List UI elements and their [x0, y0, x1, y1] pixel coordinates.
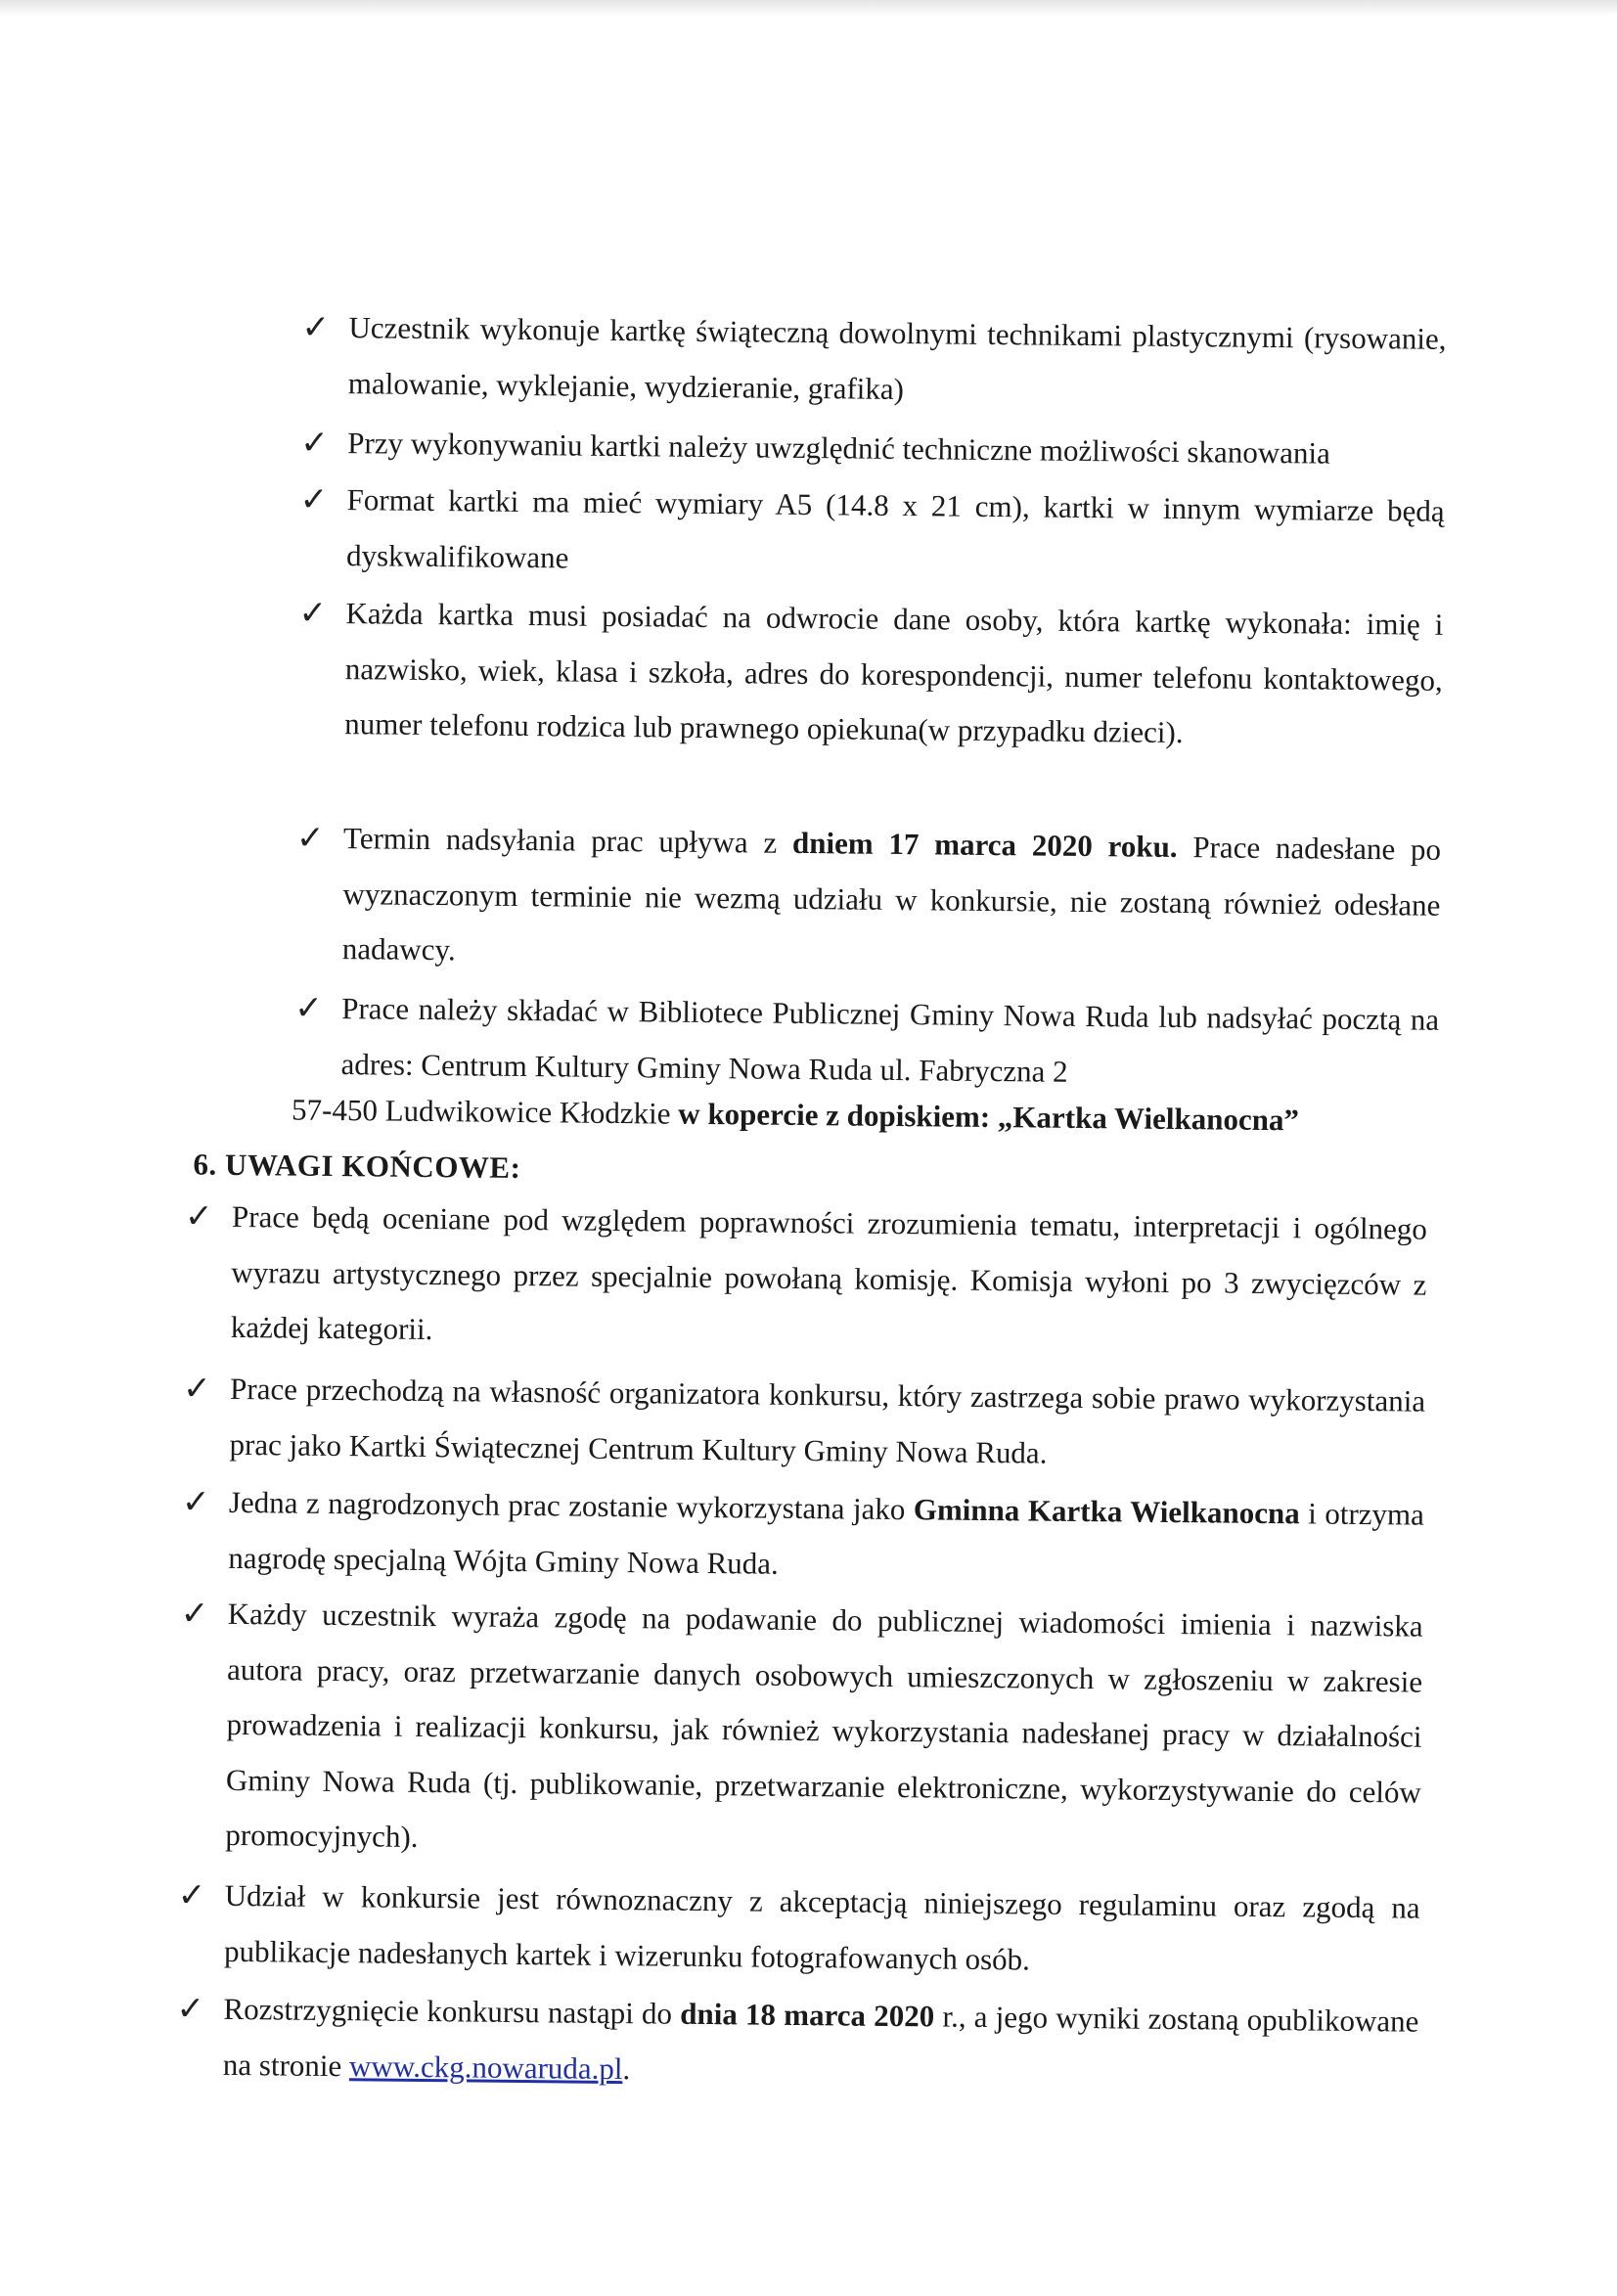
- envelope-note: w kopercie z dopiskiem: „Kartka Wielkanocna”: [678, 1096, 1300, 1138]
- rule-text: Przy wykonywaniu kartki należy uwzględnić techniczne możliwości skanowania: [347, 426, 1330, 471]
- checkmark-icon: ✓: [180, 1594, 209, 1634]
- rule-text: [223, 1982, 1419, 2105]
- award-title: Gminna Kartka Wielkanocna: [913, 1492, 1300, 1531]
- final-item-evaluation: [184, 1189, 1428, 1368]
- rule-text: Każdy uczestnik wyraża zgodę na podawanie do publicznej wiadomości imienia i nazwiska autora pracy, oraz przetwarzanie danych osobowych umieszczonych w zgłoszeniu w zakresie prowadzenia i realizacji konkursu, jak również wykorzystania nadesłanej pracy w działalności Gminy Nowa Ruda (tj. publikowanie, przetwarzanie elektroniczne, wykorzystywanie do celów promocyjnych).: [225, 1596, 1423, 1854]
- checkmark-icon: ✓: [298, 593, 328, 633]
- final-item-results: [176, 1981, 1419, 2104]
- rule-item-scanning: [300, 416, 1446, 483]
- final-item-award: [181, 1474, 1424, 1598]
- award-text-post: i otrzyma nagrodę specjalną Wójta Gminy Nowa Ruda.: [228, 1496, 1425, 1581]
- final-item-consent: [178, 1586, 1423, 1875]
- checkmark-icon: ✓: [299, 479, 329, 519]
- rule-item-back-data: [297, 586, 1444, 764]
- checkmark-icon: ✓: [295, 818, 325, 858]
- rule-item-format: [299, 473, 1445, 595]
- checkmark-icon: ✓: [181, 1482, 210, 1522]
- address-text: 57-450 Ludwikowice Kłodzkie: [291, 1092, 679, 1131]
- award-text-pre: Jedna z nagrodzonych prac zostanie wykorzystana jako: [228, 1484, 915, 1527]
- checkmark-icon: ✓: [294, 988, 323, 1028]
- website-link[interactable]: www.ckg.nowaruda.pl: [348, 2048, 623, 2086]
- final-item-ownership: [182, 1361, 1425, 1484]
- rule-item-deadline: [295, 811, 1442, 989]
- address-line: [292, 1083, 1299, 1148]
- rule-text: Każda kartka musi posiadać na odwrocie dane osoby, która kartkę wykonała: imię i nazwisko, wiek, klasa i szkoła, adres do korespondencji, numer telefonu kontaktowego, numer telefonu rodzica lub prawnego opiekuna(w przypadku dzieci).: [344, 596, 1444, 750]
- section-heading: 6. UWAGI KOŃCOWE:: [193, 1147, 521, 1185]
- final-item-acceptance: [177, 1868, 1420, 1991]
- deadline-text-post: Prace nadesłane po wyznaczonym terminie nie wezmą udziału w konkursie, nie zostaną również odesłane nadawcy.: [341, 830, 1442, 968]
- rule-text: Udział w konkursie jest równoznaczny z akceptacją niniejszego regulaminu oraz zgodą na publikacje nadesłanych kartek i wizerunku fotografowanych osób.: [223, 1877, 1420, 1976]
- rule-text: [342, 811, 1442, 988]
- deadline-text-pre: Termin nadsyłania prac upływa z: [342, 821, 793, 860]
- results-date: dnia 18 marca 2020: [680, 1996, 935, 2034]
- results-text-post: r., a jego wyniki zostaną opublikowane na stronie: [222, 1999, 1419, 2083]
- checkmark-icon: ✓: [182, 1369, 211, 1409]
- rule-text: Prace będą oceniane pod względem poprawności zrozumienia tematu, interpretacji i ogólnego wyrazu artystycznego przez specjalnie powołaną komisję. Komisja wyłoni po 3 zwycięzców z każdej kategorii.: [230, 1198, 1428, 1347]
- rule-text: Prace przechodzą na własność organizatora konkursu, który zastrzega sobie prawo wykorzystania prac jako Kartki Świątecznej Centrum Kultury Gminy Nowa Ruda.: [229, 1371, 1426, 1470]
- rule-text: Uczestnik wykonuje kartkę świąteczną dowolnymi technikami plastycznymi (rysowanie, malowanie, wyklejanie, wydzieranie, grafika): [347, 310, 1447, 406]
- checkmark-icon: ✓: [177, 1875, 206, 1915]
- rule-item-technique: [301, 300, 1447, 423]
- checkmark-icon: ✓: [176, 1989, 205, 2029]
- rule-text: Prace należy składać w Bibliotece Publicznej Gminy Nowa Ruda lub nadsyłać pocztą na adres: Centrum Kultury Gminy Nowa Ruda ul. Fabryczna 2: [340, 991, 1440, 1089]
- rule-text: Format kartki ma mieć wymiary A5 (14.8 x 21 cm), kartki w innym wymiarze będą dyskwalifikowane: [345, 482, 1445, 574]
- deadline-date: dniem 17 marca 2020 roku.: [791, 825, 1178, 864]
- checkmark-icon: ✓: [300, 423, 329, 463]
- results-text-tail: .: [622, 2050, 631, 2086]
- checkmark-icon: ✓: [301, 307, 331, 347]
- rule-text: [228, 1475, 1424, 1598]
- checkmark-icon: ✓: [184, 1196, 213, 1237]
- results-text-pre: Rozstrzygnięcie konkursu nastąpi do: [223, 1991, 681, 2031]
